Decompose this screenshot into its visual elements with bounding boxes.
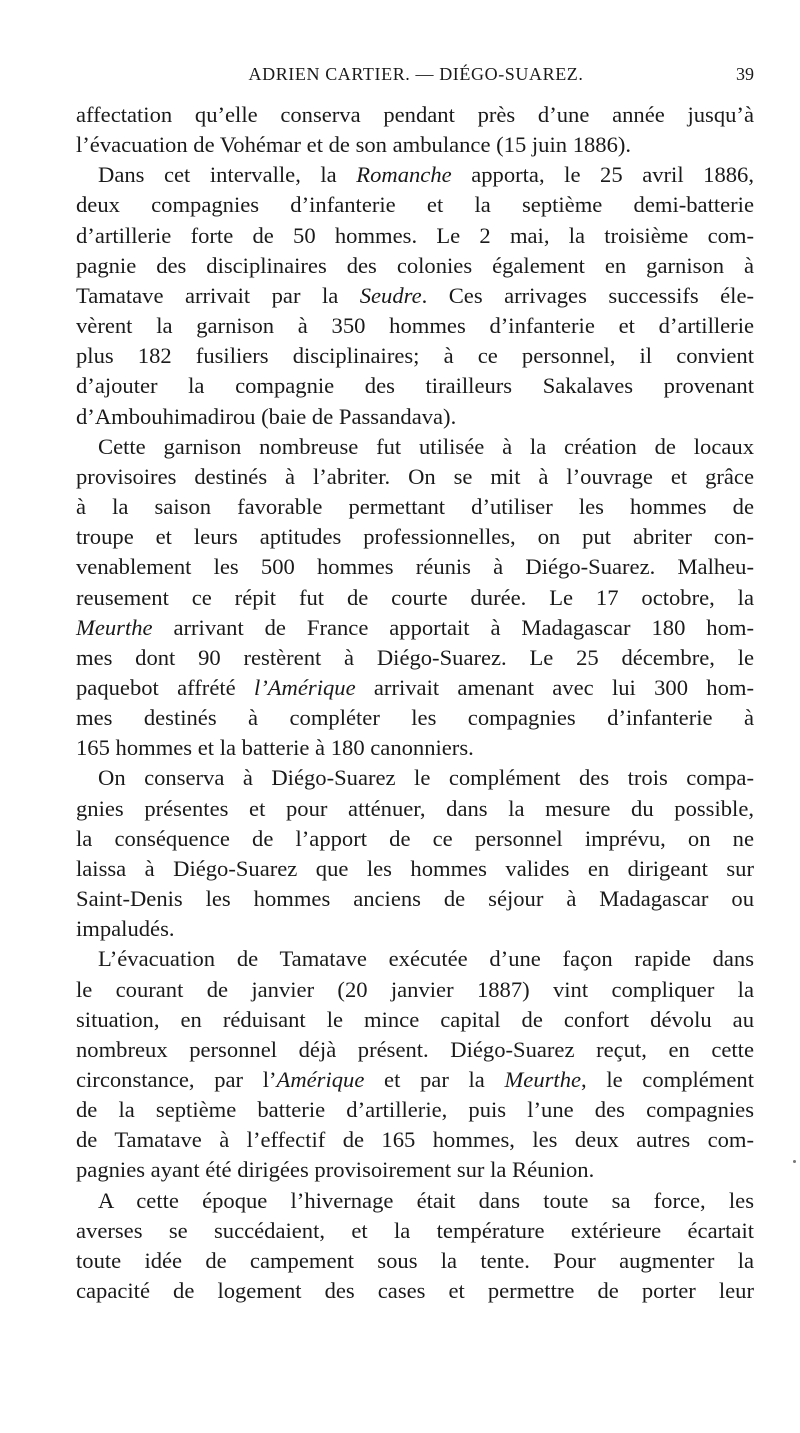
text-line: gnies présentes et pour atténuer, dans la mesure du possible,	[76, 795, 754, 821]
text-line	[76, 673, 754, 703]
text-segment: , le complément	[581, 1067, 754, 1092]
text-line: le courant de janvier (20 janvier 1887) vint compliquer la	[76, 976, 754, 1002]
text-line: reusement ce répit fut de courte durée. Le 17 octobre, la	[76, 584, 754, 610]
ship-name: Meurthe	[76, 614, 153, 640]
text-segment: arrivait amenant avec lui 300 hom-	[355, 674, 754, 700]
ship-name: l’Amérique	[253, 674, 356, 700]
text-line: venablement les 500 hommes réunis à Diégo-Suarez. Malheu-	[76, 554, 754, 580]
text-line: averses se succédaient, et la température extérieure écartait	[76, 1217, 754, 1243]
text-line	[76, 281, 754, 311]
text-line: toute idée de campement sous la tente. Pour augmenter la	[76, 1247, 754, 1273]
text-segment: . Ces arrivages successifs éle-	[421, 282, 755, 308]
paragraph	[76, 944, 754, 1185]
text-line: troupe et leurs aptitudes professionnelles, on put abriter con-	[76, 524, 754, 550]
text-line: pagnie des disciplinaires des colonies également en garnison à	[76, 252, 754, 278]
paragraph	[76, 100, 754, 160]
text-segment: Dans cet intervalle, la	[98, 162, 357, 188]
text-line	[76, 613, 754, 643]
text-line: l’évacuation de Vohémar et de son ambulance (15 juin 1886).	[76, 132, 632, 158]
paragraph	[76, 1186, 754, 1307]
text-line: Saint-Denis les hommes anciens de séjour à Madagascar ou	[76, 886, 754, 912]
text-segment: et par la	[364, 1067, 505, 1092]
scan-speck	[793, 1160, 796, 1163]
text-line: impaludés.	[76, 916, 175, 942]
text-line: nombreux personnel déjà présent. Diégo-Suarez reçut, en cette	[76, 1036, 754, 1062]
text-segment: circonstance, par l’	[76, 1067, 277, 1092]
text-line	[76, 160, 754, 190]
text-line: de Tamatave à l’effectif de 165 hommes, les deux autres com-	[76, 1127, 754, 1153]
text-line: capacité de logement des cases et permettre de porter leur	[76, 1278, 754, 1304]
text-line: de la septième batterie d’artillerie, puis l’une des compagnies	[76, 1097, 754, 1123]
page-number: 39	[736, 64, 754, 84]
page-header	[76, 62, 754, 88]
body-text	[76, 100, 754, 1306]
text-line: situation, en réduisant le mince capital de confort dévolu au	[76, 1006, 754, 1032]
text-line: à la saison favorable permettant d’utiliser les hommes de	[76, 494, 754, 520]
text-line: Cette garnison nombreuse fut utilisée à la création de locaux	[98, 433, 754, 459]
paragraph	[76, 160, 754, 431]
text-line: mes destinés à compléter les compagnies d’infanterie à	[76, 705, 754, 731]
running-head: ADRIEN CARTIER. — DIÉGO-SUAREZ.	[248, 64, 584, 84]
text-line: deux compagnies d’infanterie et la septième demi-batterie	[76, 192, 754, 218]
text-line: mes dont 90 restèrent à Diégo-Suarez. Le 25 décembre, le	[76, 644, 754, 670]
text-line: la conséquence de l’apport de ce personnel imprévu, on ne	[76, 825, 754, 851]
text-line: d’artillerie forte de 50 hommes. Le 2 mai, la troisième com-	[76, 222, 754, 248]
ship-name: Seudre	[359, 282, 422, 308]
ship-name: Romanche	[356, 162, 452, 188]
text-line: L’évacuation de Tamatave exécutée d’une façon rapide dans	[98, 946, 754, 972]
text-line: pagnies ayant été dirigées provisoirement sur la Réunion.	[76, 1157, 595, 1183]
text-line: A cette époque l’hivernage était dans toute sa force, les	[98, 1187, 754, 1213]
text-line: On conserva à Diégo-Suarez le complément des trois compa-	[98, 765, 754, 791]
paragraph	[76, 763, 754, 944]
text-line: provisoires destinés à l’abriter. On se mit à l’ouvrage et grâce	[76, 463, 754, 489]
text-line: d’ajouter la compagnie des tirailleurs Sakalaves provenant	[76, 373, 754, 399]
text-segment: Tamatave arrivait par la	[76, 282, 360, 308]
paragraph	[76, 432, 754, 764]
text-line	[76, 1065, 754, 1095]
ship-name: Meurthe	[504, 1067, 582, 1092]
ship-name: Amérique	[276, 1067, 365, 1092]
text-line: vèrent la garnison à 350 hommes d’infanterie et d’artillerie	[76, 313, 754, 339]
text-segment: arrivant de France apportait à Madagascar 180 hom-	[152, 614, 754, 640]
text-line: laissa à Diégo-Suarez que les hommes valides en dirigeant sur	[76, 855, 754, 881]
text-segment: apporta, le 25 avril 1886,	[451, 162, 754, 188]
text-line: plus 182 fusiliers disciplinaires; à ce personnel, il convient	[76, 343, 754, 369]
text-segment: paquebot affrété	[76, 674, 254, 700]
text-line: affectation qu’elle conserva pendant près d’une année jusqu’à	[76, 102, 754, 127]
text-line: d’Ambouhimadirou (baie de Passandava).	[76, 403, 457, 429]
text-line: 165 hommes et la batterie à 180 canonniers.	[76, 735, 474, 761]
